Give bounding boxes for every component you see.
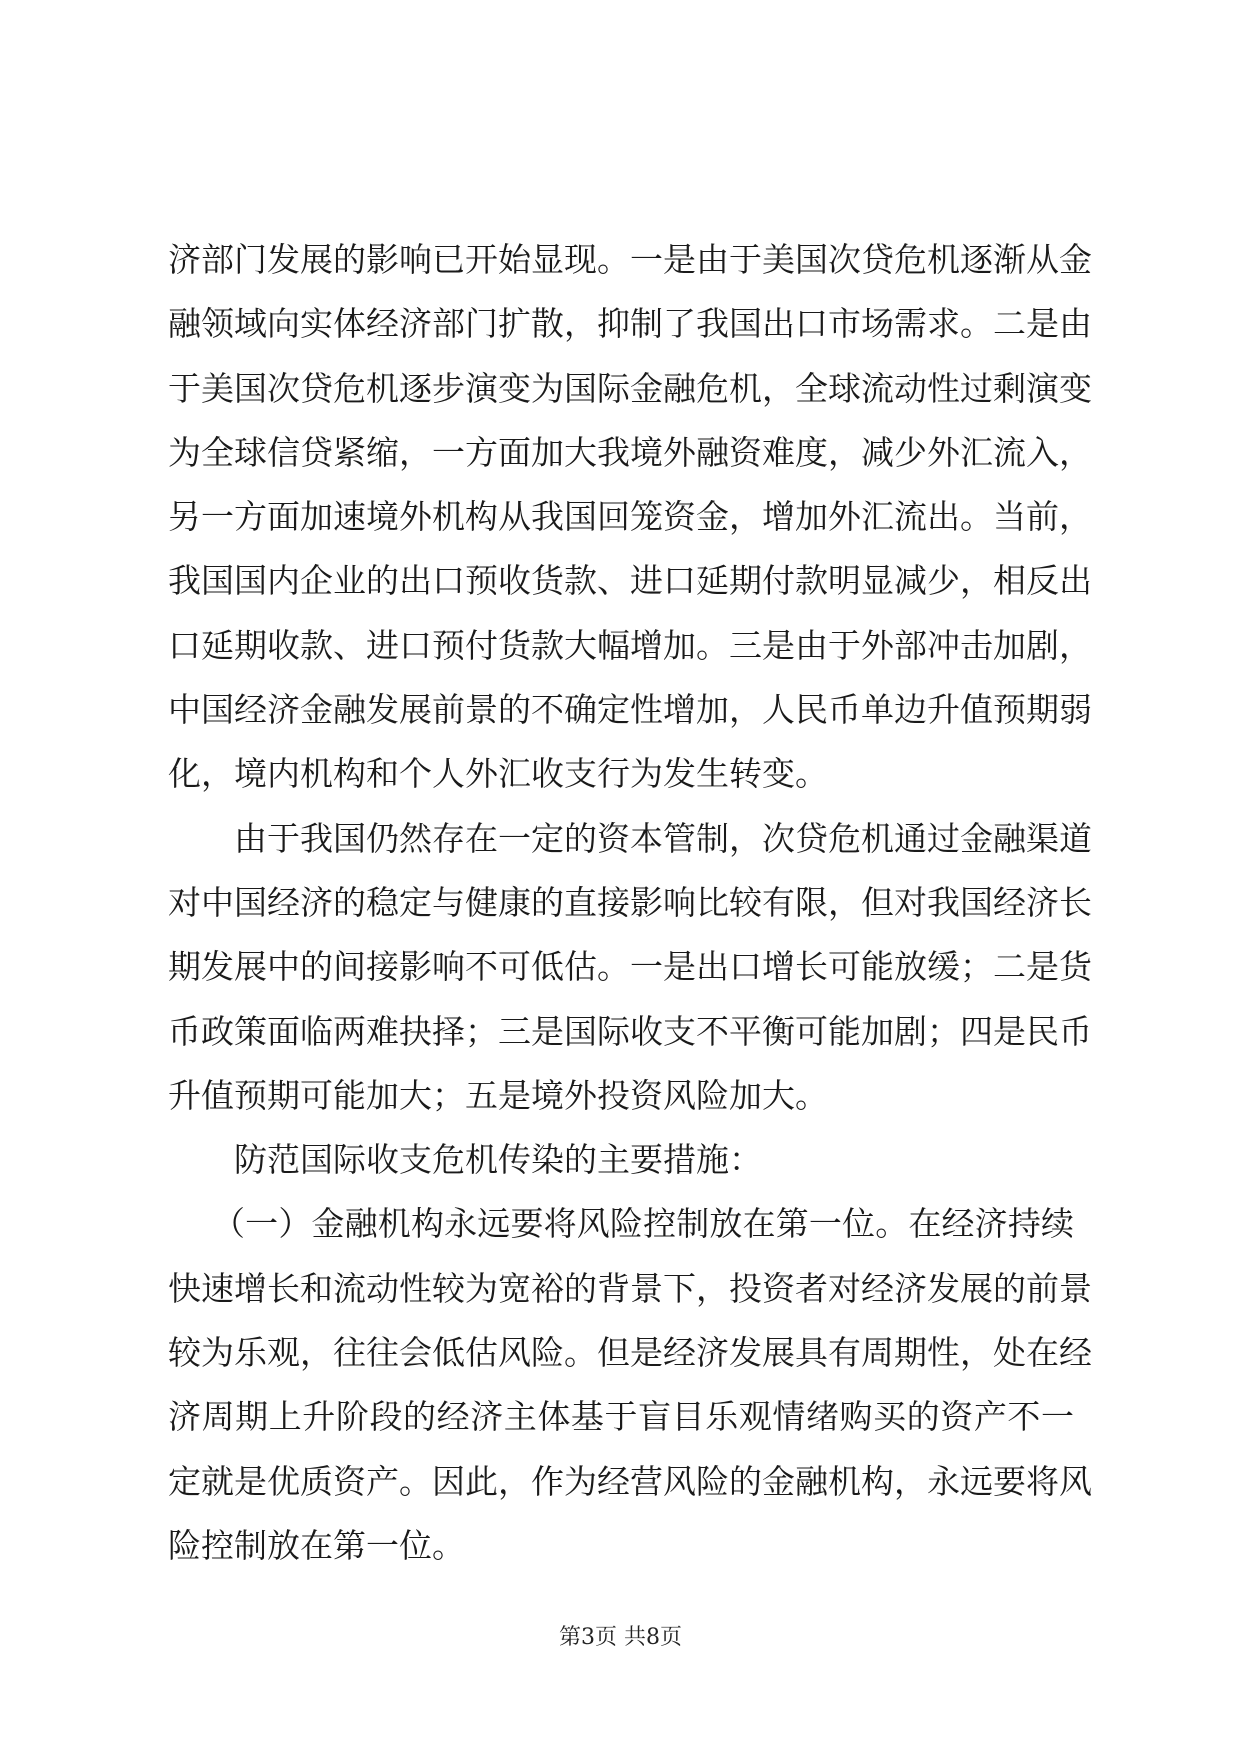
text-line: 定就是优质资产。因此，作为经营风险的金融机构，永远要将风: [168, 1461, 1092, 1501]
section-heading: 防范国际收支危机传染的主要措施：: [234, 1140, 762, 1180]
text-line: 于美国次贷危机逐步演变为国际金融危机，全球流动性过剩演变: [168, 368, 1092, 408]
page-footer: [0, 1620, 1241, 1651]
text-line: 险控制放在第一位。: [168, 1525, 465, 1565]
text-line: 济周期上升阶段的经济主体基于盲目乐观情绪购买的资产不一: [168, 1397, 1074, 1437]
text-line: 币政策面临两难抉择；三是国际收支不平衡可能加剧；四是民币: [168, 1011, 1092, 1051]
text-line: 我国国内企业的出口预收货款、进口延期付款明显减少，相反出: [168, 561, 1092, 601]
text-line: 化，境内机构和个人外汇收支行为发生转变。: [168, 754, 828, 794]
body-text: [168, 228, 1092, 1578]
text-line: 为全球信贷紧缩，一方面加大我境外融资难度，减少外汇流入，: [168, 432, 1092, 472]
text-line: 另一方面加速境外机构从我国回笼资金，增加外汇流出。当前，: [168, 497, 1092, 537]
text-line: 中国经济金融发展前景的不确定性增加，人民币单边升值预期弱: [168, 690, 1092, 730]
text-line: 融领域向实体经济部门扩散，抑制了我国出口市场需求。二是由: [168, 304, 1092, 344]
text-line: （一）金融机构永远要将风险控制放在第一位。在经济持续: [212, 1204, 1074, 1244]
text-line: 期发展中的间接影响不可低估。一是出口增长可能放缓；二是货: [168, 947, 1092, 987]
text-line: 由于我国仍然存在一定的资本管制，次贷危机通过金融渠道: [234, 818, 1092, 858]
text-line: 对中国经济的稳定与健康的直接影响比较有限，但对我国经济长: [168, 882, 1092, 922]
page-number-indicator: 第3页 共8页: [559, 1625, 682, 1650]
text-line: 口延期收款、进口预付货款大幅增加。三是由于外部冲击加剧，: [168, 625, 1092, 665]
text-line: 济部门发展的影响已开始显现。一是由于美国次贷危机逐渐从金: [168, 240, 1092, 279]
text-line: 快速增长和流动性较为宽裕的背景下，投资者对经济发展的前景: [168, 1268, 1092, 1308]
text-line: 较为乐观，往往会低估风险。但是经济发展具有周期性，处在经: [168, 1333, 1092, 1373]
text-line: 升值预期可能加大；五是境外投资风险加大。: [168, 1075, 828, 1115]
